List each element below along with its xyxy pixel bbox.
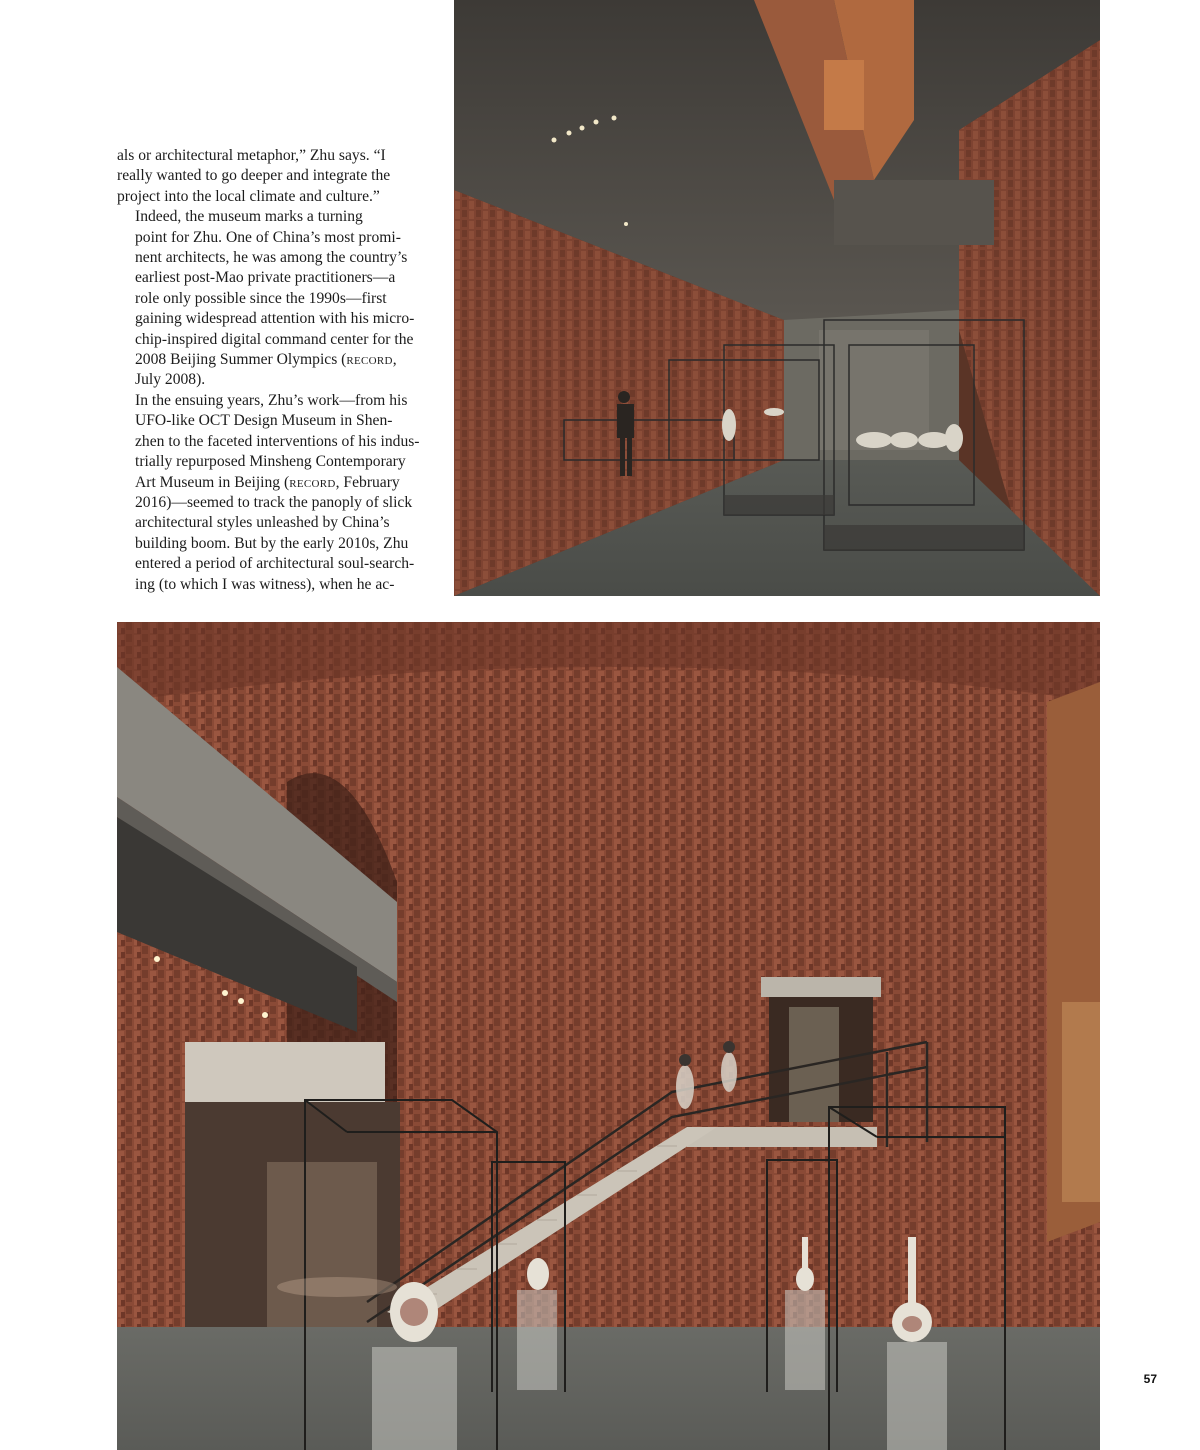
- text-line: UFO-like OCT Design Museum in Shen-: [135, 412, 393, 430]
- text-line: 2008 Beijing Summer Olympics (record,: [135, 351, 397, 369]
- text-line: chip-inspired digital command center for the: [135, 330, 414, 348]
- text-line: building boom. But by the early 2010s, Zhu: [135, 534, 409, 552]
- article-text-column: [117, 146, 429, 595]
- text-line: In the ensuing years, Zhu’s work—from his: [135, 391, 408, 409]
- text-line: Art Museum in Beijing (record, February: [135, 473, 400, 491]
- text-line: entered a period of architectural soul-search-: [135, 555, 415, 573]
- photo-gallery-interior: [454, 0, 1100, 596]
- text-line: point for Zhu. One of China’s most promi-: [135, 228, 401, 246]
- magazine-name: record: [346, 351, 393, 369]
- text-line: trially repurposed Minsheng Contemporary: [135, 453, 406, 471]
- text-line: Indeed, the museum marks a turning: [135, 208, 363, 226]
- page-number: 57: [1143, 1372, 1157, 1386]
- text-line: role only possible since the 1990s—first: [135, 289, 387, 307]
- photo-brick-atrium-staircase: [117, 622, 1100, 1450]
- article-paragraph: [117, 146, 429, 207]
- magazine-name: record: [289, 473, 336, 491]
- text-line: gaining widespread attention with his micro-: [135, 310, 415, 328]
- text-line: als or architectural metaphor,” Zhu says. “I: [117, 147, 386, 164]
- article-paragraph: [117, 391, 429, 595]
- text-line: ing (to which I was witness), when he ac-: [135, 575, 395, 593]
- text-line: zhen to the faceted interventions of his indus-: [135, 432, 420, 450]
- text-line: earliest post-Mao private practitioners—a: [135, 269, 396, 287]
- text-line: architectural styles unleashed by China’s: [135, 514, 390, 532]
- text-line: nent architects, he was among the country’s: [135, 249, 408, 267]
- article-paragraph: [117, 207, 429, 391]
- text-line: July 2008).: [135, 371, 206, 389]
- text-line: project into the local climate and culture.”: [117, 187, 380, 205]
- text-line: really wanted to go deeper and integrate the: [117, 167, 391, 185]
- text-line: 2016)—seemed to track the panoply of slick: [135, 493, 413, 511]
